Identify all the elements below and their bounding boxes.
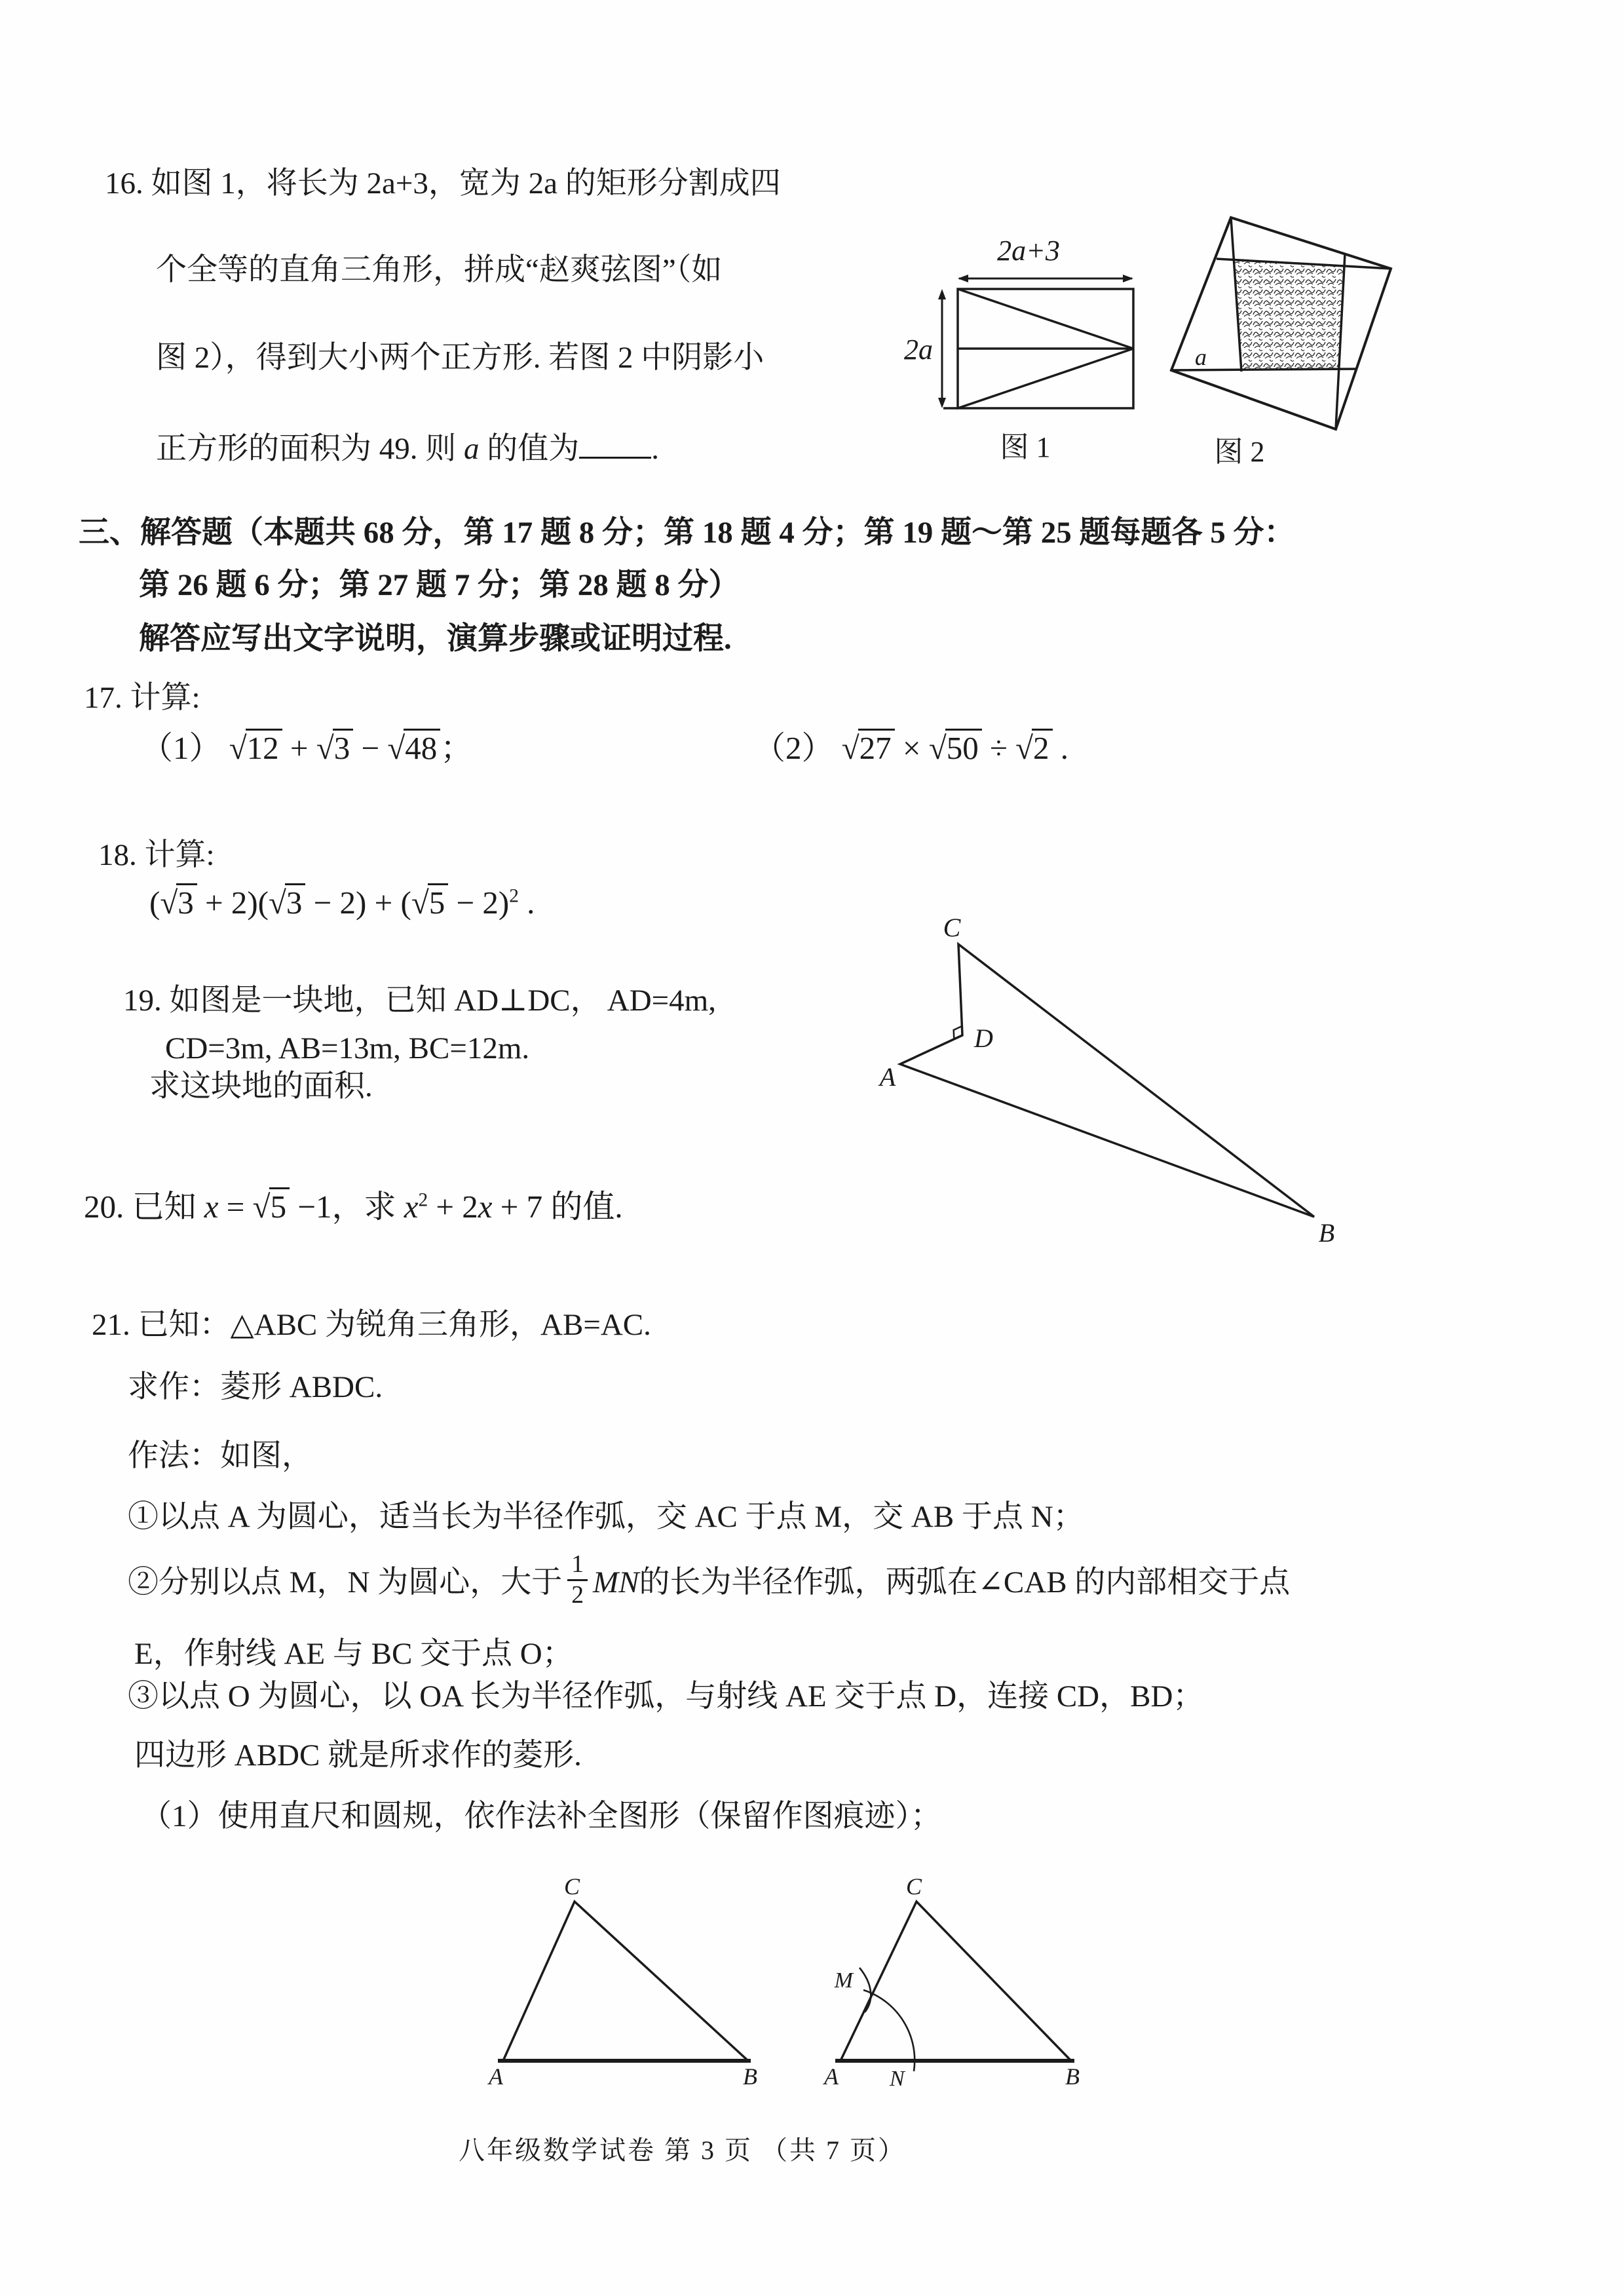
q18-expression: $(√3 + 2)(√3 - 2) + (√5 - 2)^2$ . (149, 885, 535, 921)
q16-figure-2 (1148, 191, 1426, 470)
q16-figure-1 (904, 226, 1140, 469)
q21-line-2: 求作：菱形 ABDC. (128, 1370, 383, 1404)
q21-step-2: ②分别以点 M，N 为圆心，大于 1 2 MN 的长为半径作弧，两弧在∠CAB 的内部相交于点 (128, 1551, 1291, 1609)
fig1-diagonal-top (958, 289, 1133, 349)
q19-label-C: C (943, 913, 961, 942)
q16-line-2: 个全等的直角三角形，拼成“赵爽弦图”（如 (156, 253, 723, 287)
q21-right-label-B: B (1065, 2063, 1080, 2087)
q21-right-label-C: C (905, 1873, 922, 1900)
q19-line-3: 求这块地的面积. (149, 1069, 373, 1103)
page-footer: 八年级数学试卷 第 3 页 （共 7 页） (459, 2135, 906, 2165)
q17-part2-expression: （2） √27 × √50 ÷ √2 . (753, 730, 1069, 766)
q19-land-outline (900, 944, 1314, 1217)
q19-line-1: 19. 如图是一块地，已知 AD⊥DC， AD=4m, (123, 984, 716, 1018)
q21-step-1: ①以点 A 为圆心，适当长为半径作弧，交 AC 于点 M，交 AB 于点 N； (128, 1500, 1084, 1534)
q18-label: 18. 计算: (98, 838, 215, 872)
fig1-height-arrow (938, 289, 946, 408)
fig2-caption: 图 2 (1214, 436, 1265, 468)
fig1-caption: 图 1 (1000, 431, 1051, 463)
q21-line-3: 作法：如图， (128, 1439, 312, 1473)
q16-line-4: 正方形的面积为 49. 则 a 的值为 . (156, 426, 659, 467)
q21-line-1: 21. 已知：△ABC 为锐角三角形，AB=AC. (92, 1308, 651, 1342)
fig2-side-label: a (1195, 344, 1207, 370)
q16-line-3: 图 2），得到大小两个正方形. 若图 2 中阴影小 (156, 341, 765, 375)
section3-header-line-2: 第 26 题 6 分；第 27 题 7 分；第 28 题 8 分） (139, 568, 740, 602)
q21-right-label-M: M (834, 1968, 853, 1993)
q21-left-triangle (487, 1873, 757, 2087)
q21-left-label-B: B (743, 2063, 757, 2087)
q19-label-B: B (1318, 1218, 1335, 1248)
q17-part1-expression: （1） √12 + √3 − √48 ； (141, 730, 473, 766)
q21-right-label-N: N (890, 2067, 905, 2087)
q21-step-2-cont: E，作射线 AE 与 BC 交于点 O； (134, 1637, 573, 1671)
q20-expression: 20. 已知 x = √5 −1，求 $x^2 + 2x + 7$ 的值. (84, 1189, 623, 1225)
q19-figure (868, 908, 1353, 1248)
q19-label-A: A (879, 1062, 896, 1092)
q21-right-label-A: A (824, 2063, 839, 2087)
q19-label-D: D (974, 1024, 993, 1053)
q17-label: 17. 计算: (84, 681, 200, 715)
q21-conclusion: 四边形 ABDC 就是所求作的菱形. (134, 1738, 582, 1772)
fig1-diagonal-bottom (958, 349, 1133, 408)
fig1-width-arrow (958, 275, 1133, 282)
fig1-rectangle (943, 289, 1133, 408)
section3-header-line-3: 解答应写出文字说明，演算步骤或证明过程. (139, 622, 732, 656)
q21-right-triangle (823, 1873, 1080, 2087)
q21-step-3: ③以点 O 为圆心，以 OA 长为半径作弧，与射线 AE 交于点 D，连接 CD，BD； (128, 1679, 1204, 1713)
fig1-height-label: 2a (904, 334, 933, 366)
q16-line-1: 16. 如图 1，将长为 2a+3，宽为 2a 的矩形分割成四 (105, 166, 781, 201)
fig2-shaded-square (1234, 260, 1345, 370)
q21-left-label-A: A (489, 2063, 503, 2087)
section3-header-line-1: 三、解答题（本题共 68 分，第 17 题 8 分；第 18 题 4 分；第 19 题～第 25 题每题各 5 分： (79, 516, 1295, 550)
q21-left-label-C: C (563, 1873, 580, 1900)
q21-construction-figures (452, 1871, 1133, 2087)
fig1-width-label: 2a+3 (997, 235, 1060, 267)
q19-line-2: CD=3m, AB=13m, BC=12m. (165, 1031, 530, 1065)
q21-subquestion-1: （1）使用直尺和圆规，依作法补全图形（保留作图痕迹）； (141, 1799, 941, 1833)
